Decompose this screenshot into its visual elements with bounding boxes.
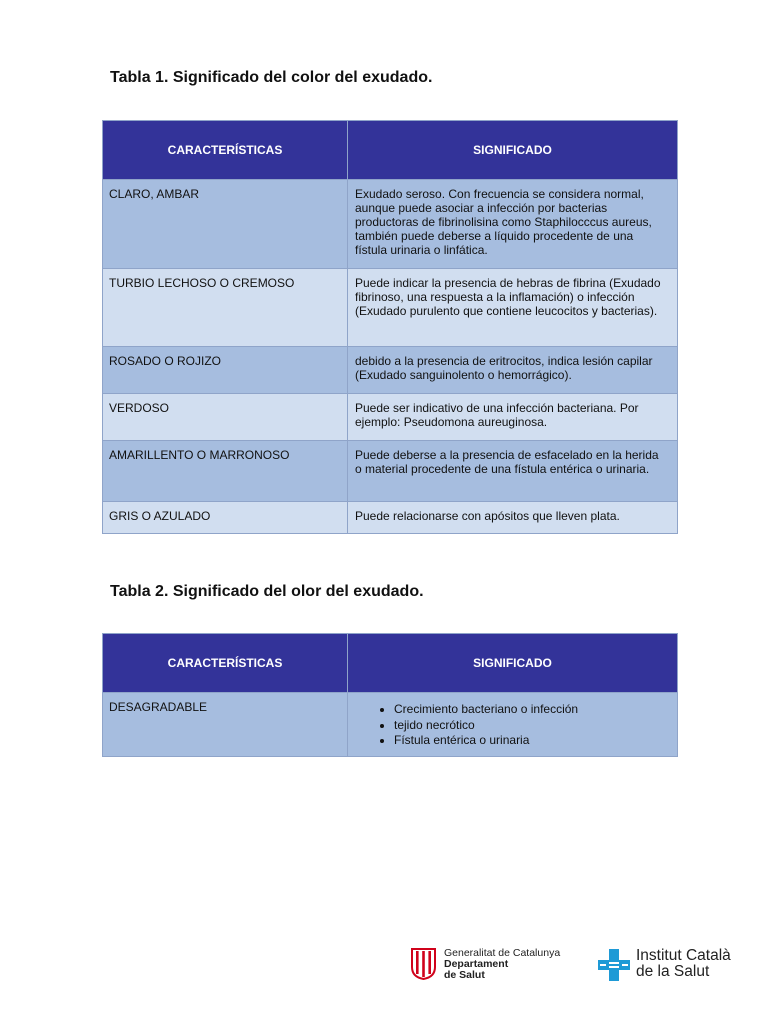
cell-meaning: Puede relacionarse con apósitos que lleven plata. — [348, 502, 678, 534]
gencat-text — [444, 948, 560, 981]
header-caracteristicas: CARACTERÍSTICAS — [103, 121, 348, 180]
table-row — [103, 180, 678, 269]
ics-text — [636, 948, 731, 980]
gencat-line3: de Salut — [444, 969, 485, 981]
cell-characteristic: CLARO, AMBAR — [103, 180, 348, 269]
catalan-flag-shield-icon — [410, 948, 437, 980]
cell-characteristic: VERDOSO — [103, 394, 348, 441]
cell-meaning: Exudado seroso. Con frecuencia se considera normal, aunque puede asociar a infección por bacterias productoras de fibrinolisina como Staphilocccus aureus, también puede deberse a líquido procedente de una fístula urinaria o linfática. — [348, 180, 678, 269]
gencat-line2: Departament — [444, 958, 509, 970]
table-row — [103, 394, 678, 441]
list-item: • Fístula entérica o urinaria — [394, 733, 667, 749]
cell-meaning: Puede deberse a la presencia de esfacelado en la herida o material procedente de una fístula entérica o urinaria. — [348, 441, 678, 502]
table-row — [103, 269, 678, 347]
ics-line2: de la Salut — [636, 963, 710, 980]
cell-characteristic: GRIS O AZULADO — [103, 502, 348, 534]
table1-title: Tabla 1. Significado del color del exudado. — [110, 69, 433, 86]
cell-characteristic: ROSADO O ROJIZO — [103, 347, 348, 394]
list-item: • Crecimiento bacteriano o infección — [394, 702, 667, 718]
gencat-line1: Generalitat de Catalunya — [444, 947, 561, 959]
table-row — [103, 502, 678, 534]
color-meaning-table — [102, 120, 678, 534]
meaning-bullet-list — [355, 702, 667, 749]
cell-characteristic: AMARILLENTO O MARRONOSO — [103, 441, 348, 502]
table-row — [103, 347, 678, 394]
cell-meaning: Puede ser indicativo de una infección bacteriana. Por ejemplo: Pseudomona aureuginosa. — [348, 394, 678, 441]
health-cross-icon — [597, 948, 631, 982]
header-significado: SIGNIFICADO — [348, 121, 678, 180]
list-item: • tejido necrótico — [394, 718, 667, 734]
header-caracteristicas: CARACTERÍSTICAS — [103, 634, 348, 693]
table2-title: Tabla 2. Significado del olor del exudado. — [110, 583, 424, 600]
cell-meaning — [348, 693, 678, 757]
cell-meaning: Puede indicar la presencia de hebras de fibrina (Exudado fibrinoso, una respuesta a la inflamación) o infección (Exudado purulento que contiene leucocitos y bacterias). — [348, 269, 678, 347]
table-row — [103, 693, 678, 757]
cell-characteristic: TURBIO LECHOSO O CREMOSO — [103, 269, 348, 347]
cell-characteristic: DESAGRADABLE — [103, 693, 348, 757]
table-header-row — [103, 634, 678, 693]
odor-meaning-table — [102, 633, 678, 757]
ics-line1: Institut Català — [636, 947, 731, 964]
header-significado: SIGNIFICADO — [348, 634, 678, 693]
table-header-row — [103, 121, 678, 180]
cell-meaning: debido a la presencia de eritrocitos, indica lesión capilar (Exudado sanguinolento o hemorrágico). — [348, 347, 678, 394]
table-row — [103, 441, 678, 502]
